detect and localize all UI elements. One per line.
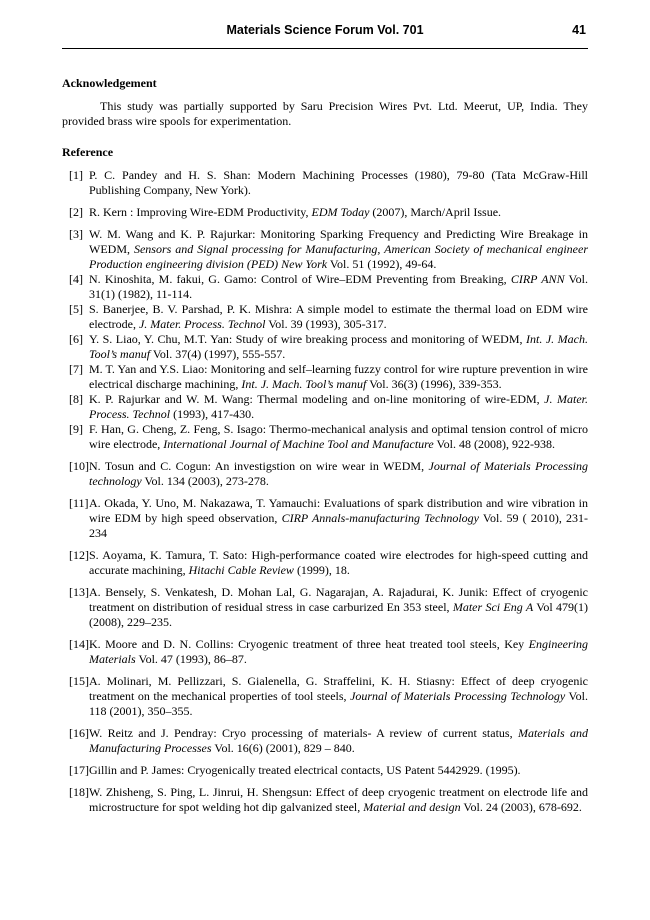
- reference-number: [11]: [69, 496, 89, 510]
- reference-text: K. P. Rajurkar and W. M. Wang: Thermal modeling and on-line monitoring of wire-EDM,: [89, 392, 545, 406]
- reference-item: [62, 205, 588, 220]
- reference-text: M. T. Yan and Y.S. Liao: Monitoring and self–learning fuzzy control for wire rupture prevention in wire electrical discharge machining,: [89, 362, 588, 391]
- reference-text: A. Bensely, S. Venkatesh, D. Mohan Lal, G. Nagarajan, A. Rajadurai, K. Junik: Effect of cryogenic treatment on distribution of residual stress in case carburized En 353 steel,: [89, 585, 588, 614]
- reference-number: [2]: [69, 205, 83, 219]
- main-content: [62, 76, 588, 822]
- reference-text: W. Zhisheng, S. Ping, L. Jinrui, H. Shengsun: Effect of deep cryogenic treatment on electrode life and microstructure for spot welding hot dip galvanized steel,: [89, 785, 588, 814]
- reference-text: F. Han, G. Cheng, Z. Feng, S. Isago: Thermo-mechanical analysis and optimal tension control of micro wire electrode,: [89, 422, 588, 451]
- reference-number: [6]: [69, 332, 83, 346]
- reference-number: [17]: [69, 763, 89, 777]
- reference-text: R. Kern : Improving Wire-EDM Productivity,: [89, 205, 312, 219]
- references-heading: Reference: [62, 145, 114, 159]
- reference-source: EDM Today: [311, 205, 370, 219]
- reference-text: A. Okada, Y. Uno, M. Nakazawa, T. Yamauchi: Evaluations of spark distribution and wire vibration in wire EDM by high speed observation,: [89, 496, 588, 525]
- reference-item: [62, 637, 588, 667]
- reference-item: [62, 496, 588, 541]
- reference-source: Material and design: [363, 800, 461, 814]
- reference-number: [10]: [69, 459, 89, 473]
- reference-details: Vol. 31(1) (1982), 11-114.: [89, 272, 588, 301]
- reference-text: K. Moore and D. N. Collins: Cryogenic treatment of three heat treated tool steels, Key: [89, 637, 529, 651]
- reference-item: [62, 272, 588, 302]
- reference-details: Vol. 48 (2008), 922-938.: [433, 437, 555, 451]
- reference-source: Int. J. Mach. Tool’s manuf: [89, 332, 588, 361]
- reference-source: Int. J. Mach. Tool’s manuf: [241, 377, 367, 391]
- reference-text: Y. S. Liao, Y. Chu, M.T. Yan: Study of wire breaking process and monitoring of WEDM,: [89, 332, 527, 346]
- reference-text: S. Banerjee, B. V. Parshad, P. K. Mishra: A simple model to estimate the thermal load on EDM wire electrode,: [89, 302, 588, 331]
- reference-details: Vol. 24 (2003), 678-692.: [460, 800, 582, 814]
- reference-number: [7]: [69, 362, 83, 376]
- reference-source: CIRP ANN: [510, 272, 565, 286]
- reference-number: [9]: [69, 422, 83, 436]
- reference-source: J. Mater. Process. Technol: [89, 392, 588, 421]
- reference-source: Journal of Materials Processing technology: [89, 459, 588, 488]
- reference-source: Hitachi Cable Review: [188, 563, 294, 577]
- page-number: 41: [572, 23, 586, 37]
- reference-item: [62, 168, 588, 198]
- reference-item: [62, 763, 588, 778]
- reference-details: Vol. 47 (1993), 86–87.: [135, 652, 247, 666]
- reference-item: [62, 785, 588, 815]
- reference-number: [13]: [69, 585, 89, 599]
- journal-title: Materials Science Forum Vol. 701: [226, 23, 424, 37]
- reference-text: A. Molinari, M. Pellizzari, S. Gialenella, G. Straffelini, K. H. Stiasny: Effect of deep cryogenic treatment on the mechanical properties of tool steels,: [89, 674, 588, 703]
- reference-text: W. Reitz and J. Pendray: Cryo processing of materials- A review of current status,: [89, 726, 518, 740]
- reference-item: [62, 422, 588, 452]
- reference-item: [62, 302, 588, 332]
- reference-source: International Journal of Machine Tool and Manufacture: [163, 437, 434, 451]
- reference-details: Vol. 59 ( 2010), 231-234: [89, 511, 588, 540]
- reference-details: (2007), March/April Issue.: [369, 205, 502, 219]
- reference-number: [1]: [69, 168, 83, 182]
- acknowledgement-text: This study was partially supported by Saru Precision Wires Pvt. Ltd. Meerut, UP, India. They provided brass wire spools for experimentation.: [62, 99, 588, 128]
- reference-source: Mater Sci Eng A: [452, 600, 534, 614]
- reference-number: [4]: [69, 272, 83, 286]
- reference-details: Vol. 134 (2003), 273-278.: [141, 474, 269, 488]
- reference-details: Vol. 39 (1993), 305-317.: [265, 317, 387, 331]
- reference-number: [18]: [69, 785, 89, 799]
- running-header: [62, 20, 588, 49]
- reference-details: Vol. 51 (1992), 49-64.: [327, 257, 437, 271]
- reference-details: Vol. 16(6) (2001), 829 – 840.: [211, 741, 355, 755]
- reference-text: S. Aoyama, K. Tamura, T. Sato: High-performance coated wire electrodes for high-speed cutting and accurate machining,: [89, 548, 588, 577]
- reference-number: [5]: [69, 302, 83, 316]
- reference-item: [62, 585, 588, 630]
- reference-text: P. C. Pandey and H. S. Shan: Modern Machining Processes (1980), 79-80 (Tata McGraw-Hill Publishing Company, New York).: [89, 168, 588, 197]
- reference-details: (1999), 18.: [293, 563, 350, 577]
- reference-number: [15]: [69, 674, 89, 688]
- reference-source: Sensors and Signal processing for Manufacturing, American Society of mechanical engineer Production engineering division (PED) New York: [89, 242, 588, 271]
- reference-source: Journal of Materials Processing Technology: [350, 689, 566, 703]
- reference-details: (1993), 417-430.: [170, 407, 255, 421]
- reference-text: N. Kinoshita, M. fakui, G. Gamo: Control of Wire–EDM Preventing from Breaking,: [89, 272, 511, 286]
- reference-item: [62, 548, 588, 578]
- reference-item: [62, 674, 588, 719]
- reference-details: Vol. 118 (2001), 350–355.: [89, 689, 588, 718]
- reference-item: [62, 726, 588, 756]
- reference-details: Vol. 36(3) (1996), 339-353.: [366, 377, 502, 391]
- reference-item: [62, 459, 588, 489]
- reference-source: Materials and Manufacturing Processes: [89, 726, 589, 755]
- reference-item: [62, 362, 588, 392]
- reference-number: [12]: [69, 548, 89, 562]
- reference-number: [3]: [69, 227, 83, 241]
- reference-details: Vol 479(1) (2008), 229–235.: [89, 600, 588, 629]
- reference-source: CIRP Annals-manufacturing Technology: [281, 511, 479, 525]
- reference-source: Engineering Materials: [89, 637, 588, 666]
- reference-text: W. M. Wang and K. P. Rajurkar: Monitoring Sparking Frequency and Predicting Wire Breakage in WEDM,: [89, 227, 588, 256]
- reference-number: [14]: [69, 637, 89, 651]
- reference-list: [62, 168, 588, 815]
- reference-item: [62, 392, 588, 422]
- reference-number: [8]: [69, 392, 83, 406]
- reference-text: Gillin and P. James: Cryogenically treated electrical contacts, US Patent 5442929. (1995).: [89, 763, 521, 777]
- acknowledgement-heading: Acknowledgement: [62, 76, 157, 90]
- reference-details: Vol. 37(4) (1997), 555-557.: [150, 347, 286, 361]
- reference-number: [16]: [69, 726, 89, 740]
- reference-item: [62, 332, 588, 362]
- reference-item: [62, 227, 588, 272]
- reference-text: N. Tosun and C. Cogun: An investigstion on wire wear in WEDM,: [89, 459, 429, 473]
- reference-source: J. Mater. Process. Technol: [138, 317, 266, 331]
